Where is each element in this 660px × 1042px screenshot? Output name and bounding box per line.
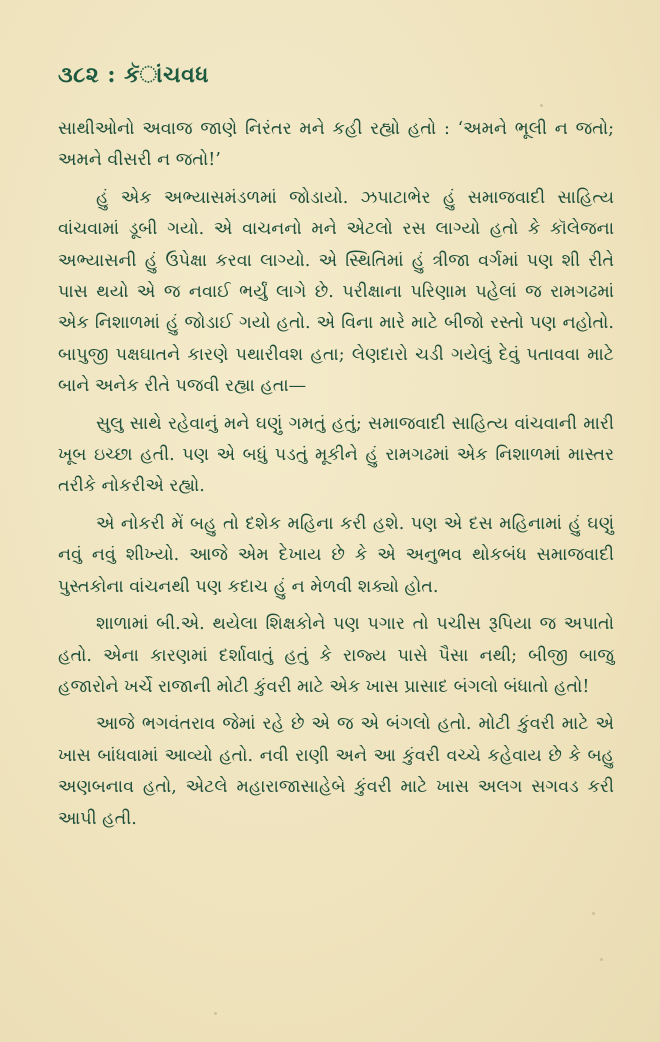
- page-number: ૩૮૨: [58, 62, 100, 88]
- paragraph-4: એ નોકરી મેં બહુ તો દશેક મહિના કરી હશે. પણ એ દસ મહિનામાં હું ઘણું નવું નવું શીખ્યો. આજે એમ દેખાય છે કે એ અનુભવ થોકબંધ સમાજવાદી પુસ્તકોના વાંચનથી પણ કદાચ હું ન મેળવી શક્યો હોત.: [58, 513, 614, 597]
- paragraph-1: સાથીઓનો અવાજ જાણે નિરંતર મને કહી રહ્યો હતો : ‘અમને ભૂલી ન જતો; અમને વીસરી ન જતો!’: [58, 119, 614, 171]
- paragraph-3: સુલુ સાથે રહેવાનું મને ઘણું ગમતું હતું; સમાજવાદી સાહિત્ય વાંચવાની મારી ખૂબ ઇચ્છા હતી. પણ એ બધું પડતું મૂકીને હું રામગઢમાં એક નિશાળમાં માસ્તર તરીકે નોકરીએ રહ્યો.: [58, 413, 614, 497]
- paper-speck: [600, 958, 603, 961]
- paragraph-6: આજે ભગવંતરાવ જેમાં રહે છે એ જ એ બંગલો હતો. મોટી કુંવરી માટે એ ખાસ બાંધવામાં આવ્યો હતો. નવી રાણી અને આ કુંવરી વચ્ચે કહેવાય છે કે બહુ અણબનાવ હતો, એટલે મહારાજાસાહેબે કુંવરી માટે ખાસ અલગ સગવડ કરી આપી હતી.: [58, 714, 614, 829]
- header-separator: :: [107, 62, 116, 88]
- book-title: કૅાંચવધ: [124, 62, 209, 88]
- paper-speck: [214, 1012, 217, 1015]
- paper-speck: [540, 104, 543, 107]
- running-header: [58, 62, 209, 88]
- paper-speck: [592, 912, 595, 915]
- paragraph-5: શાળામાં બી.એ. થયેલા શિક્ષકોને પણ પગાર તો પચીસ રૂપિયા જ અપાતો હતો. એના કારણમાં દર્શાવાતું હતું કે રાજ્ય પાસે પૈસા નથી; બીજી બાજુ હજારોને ખર્ચે રાજાની મોટી કુંવરી માટે એક ખાસ પ્રાસાદ બંગલો બંધાતો હતો!: [58, 614, 614, 697]
- page-body: [58, 114, 614, 841]
- paragraph-2: હું એક અભ્યાસમંડળમાં જોડાયો. ઝપાટાભેર હું સમાજવાદી સાહિત્ય વાંચવામાં ડૂબી ગયો. એ વાચનનો મને એટલો રસ લાગ્યો હતો કે કૉલેજના અભ્યાસની હું ઉપેક્ષા કરવા લાગ્યો. એ સ્થિતિમાં હું ત્રીજા વર્ગમાં પણ શી રીતે પાસ થયો એ જ નવાઈ ભર્યું લાગે છે. પરીક્ષાના પરિણામ પહેલાં જ રામગઢમાં એક નિશાળમાં હું જોડાઈ ગયો હતો. એ વિના મારે માટે બીજો રસ્તો પણ નહોતો. બાપુજી પક્ષઘાતને કારણે પથારીવશ હતા; લેણદારો ચડી ગયેલું દેવું પતાવવા માટે બાને અનેક રીતે પજવી રહ્યા હતા—: [58, 187, 614, 397]
